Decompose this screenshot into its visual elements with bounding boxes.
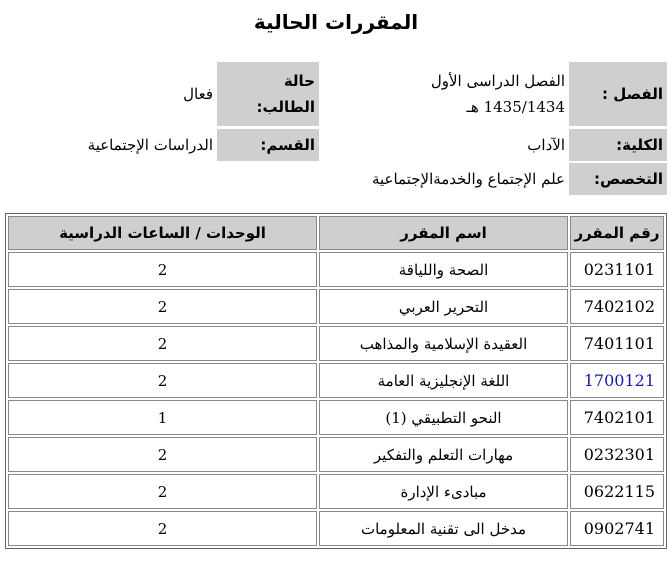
course-units: 1 — [8, 400, 317, 435]
table-row — [8, 437, 664, 472]
course-code: 7402102 — [570, 289, 664, 324]
course-units: 2 — [8, 474, 317, 509]
course-name: مبادىء الإدارة — [319, 474, 568, 509]
student-status-value: فعال — [183, 85, 213, 103]
department-label: القسم: — [217, 129, 319, 161]
course-code-link[interactable] — [570, 363, 664, 398]
semester-value-line2: 1435/1434 هـ — [466, 98, 565, 116]
course-units: 2 — [8, 437, 317, 472]
semester-value — [349, 62, 569, 126]
course-code: 0902741 — [570, 511, 664, 546]
course-name: النحو التطبيقي (1) — [319, 400, 568, 435]
course-units: 2 — [8, 326, 317, 361]
college-label: الكلية: — [569, 129, 667, 161]
table-row — [8, 363, 664, 398]
student-status-label — [217, 62, 319, 126]
course-name: التحرير العربي — [319, 289, 568, 324]
specialization-value: علم الإجتماع والخدمةالإجتماعية — [371, 170, 565, 188]
course-units: 2 — [8, 252, 317, 287]
status-label-line1: حالة — [283, 72, 315, 90]
student-info — [0, 62, 672, 197]
courses-table — [5, 213, 667, 549]
college-value: الآداب — [527, 136, 565, 154]
table-row — [8, 252, 664, 287]
course-code: 7402101 — [570, 400, 664, 435]
course-code: 0232301 — [570, 437, 664, 472]
semester-value-line1: الفصل الدراسى الأول — [430, 72, 565, 90]
course-name: الصحة واللياقة — [319, 252, 568, 287]
department-value: الدراسات الإجتماعية — [87, 136, 213, 154]
table-header-row — [8, 216, 664, 250]
table-row — [8, 289, 664, 324]
semester-label: الفصل : — [569, 62, 667, 126]
course-name: العقيدة الإسلامية والمذاهب — [319, 326, 568, 361]
course-code: 7401101 — [570, 326, 664, 361]
page-title: المقررات الحالية — [253, 10, 419, 34]
table-row — [8, 511, 664, 546]
course-name: اللغة الإنجليزية العامة — [319, 363, 568, 398]
course-units: 2 — [8, 511, 317, 546]
course-name: مهارات التعلم والتفكير — [319, 437, 568, 472]
course-units: 2 — [8, 289, 317, 324]
course-name: مدخل الى تقنية المعلومات — [319, 511, 568, 546]
course-units: 2 — [8, 363, 317, 398]
header-units: الوحدات / الساعات الدراسية — [8, 216, 317, 250]
table-row — [8, 326, 664, 361]
course-code-link-text[interactable]: 1700121 — [583, 371, 655, 390]
table-row — [8, 474, 664, 509]
header-course-name: اسم المقرر — [319, 216, 568, 250]
course-code: 0622115 — [570, 474, 664, 509]
table-row — [8, 400, 664, 435]
specialization-label: التخصص: — [569, 163, 667, 195]
header-course-code: رقم المقرر — [570, 216, 664, 250]
status-label-line2: الطالب: — [256, 98, 315, 116]
course-code: 0231101 — [570, 252, 664, 287]
